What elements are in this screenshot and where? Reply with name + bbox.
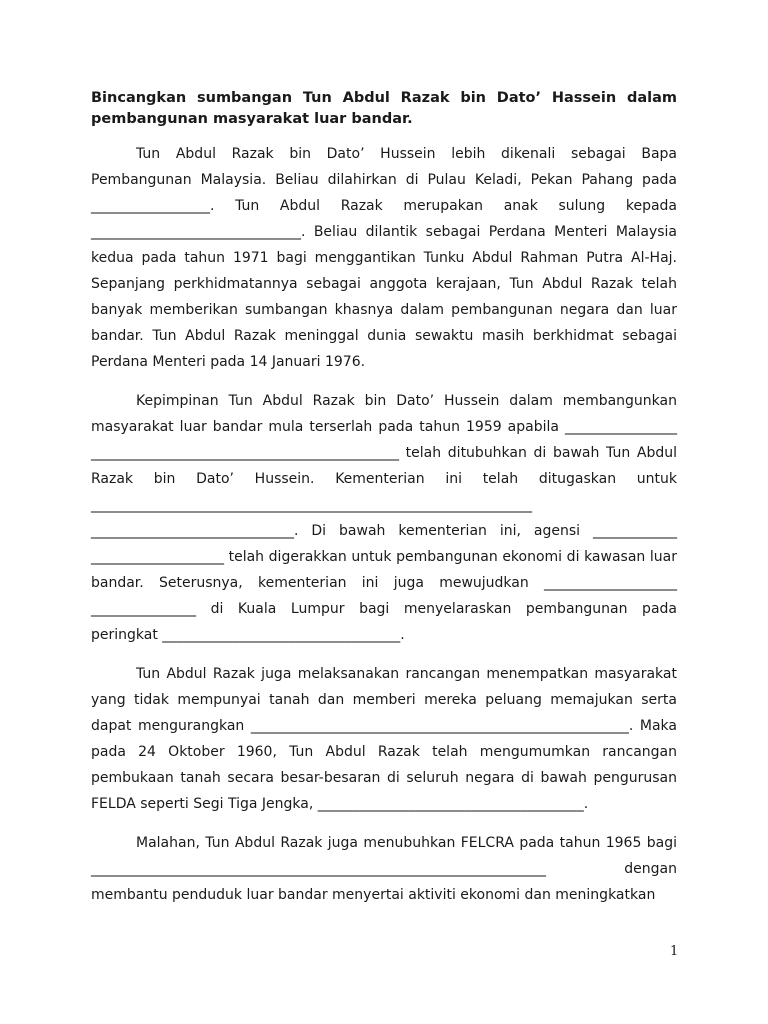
document-body	[91, 88, 677, 908]
essay-question-title: Bincangkan sumbangan Tun Abdul Razak bin Dato’ Hassein dalam pembangunan masyarakat luar bandar.	[91, 90, 677, 127]
paragraph-3: Tun Abdul Razak juga melaksanakan rancangan menempatkan masyarakat yang tidak mempunyai tanah dan memberi mereka peluang memajukan serta dapat mengurangkan ______________________________________________________. Maka pada 24 Oktober 1960, Tun Abdul Razak telah mengumumkan rancangan pembukaan tanah secara besar-besaran di seluruh negara di bawah pengurusan FELDA seperti Segi Tiga Jengka, ______________________________________.	[91, 666, 677, 812]
paragraph-4: Malahan, Tun Abdul Razak juga menubuhkan FELCRA pada tahun 1965 bagi _________________________________________________________________ dengan membantu penduduk luar bandar menyertai aktiviti ekonomi dan meningkatkan	[91, 835, 677, 903]
page-number: 1	[670, 944, 679, 959]
paragraph-2: Kepimpinan Tun Abdul Razak bin Dato’ Hussein dalam membangunkan masyarakat luar bandar mula terserlah pada tahun 1959 apabila ________________ ____________________________________________ telah ditubuhkan di bawah Tun Abdul Razak bin Dato’ Hussein. Kementerian ini telah ditugaskan untuk _______________________________________________________________ _____________________________. Di bawah kementerian ini, agensi ____________ ___________________ telah digerakkan untuk pembangunan ekonomi di kawasan luar bandar. Seterusnya, kementerian ini juga mewujudkan ___________________ _______________ di Kuala Lumpur bagi menyelaraskan pembangunan pada peringkat __________________________________.	[91, 393, 677, 643]
paragraph-1: Tun Abdul Razak bin Dato’ Hussein lebih dikenali sebagai Bapa Pembangunan Malaysia. Beliau dilahirkan di Pulau Keladi, Pekan Pahang pada _________________. Tun Abdul Razak merupakan anak sulung kepada ______________________________. Beliau dilantik sebagai Perdana Menteri Malaysia kedua pada tahun 1971 bagi menggantikan Tunku Abdul Rahman Putra Al-Haj. Sepanjang perkhidmatannya sebagai anggota kerajaan, Tun Abdul Razak telah banyak memberikan sumbangan khasnya dalam pembangunan negara dan luar bandar. Tun Abdul Razak meninggal dunia sewaktu masih berkhidmat sebagai Perdana Menteri pada 14 Januari 1976.	[91, 146, 677, 370]
